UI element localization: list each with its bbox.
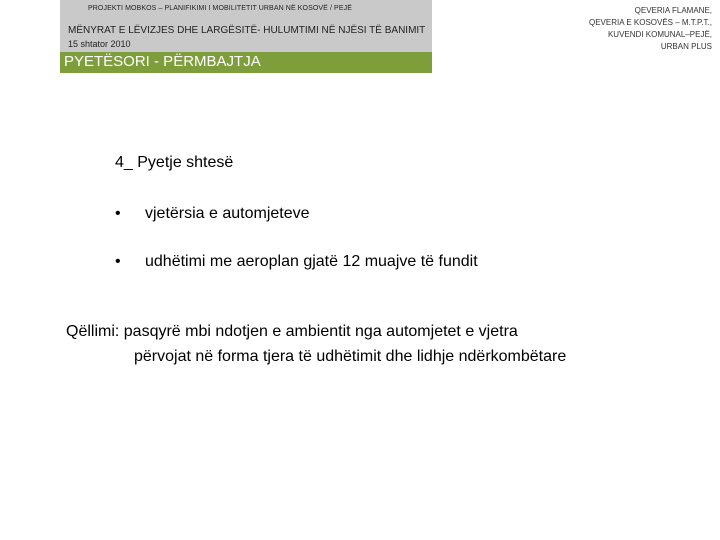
bullet-item <box>115 205 310 223</box>
org-line: KUVENDI KOMUNAL–PEJË, <box>607 30 712 39</box>
project-title: PROJEKTI MOBKOS – PLANIFIKIMI I MOBILITETIT URBAN NË KOSOVË / PEJË <box>88 5 352 12</box>
org-line: QEVERIA FLAMANE, <box>634 6 712 15</box>
org-line: URBAN PLUS <box>660 42 712 51</box>
bullet-text: vjetërsia e automjeteve <box>145 205 310 222</box>
bullet-marker: • <box>115 205 121 222</box>
org-line: QEVERIA E KOSOVËS – M.T.P.T., <box>588 18 712 27</box>
question-title: 4_ Pyetje shtesë <box>115 154 234 171</box>
organizations-block <box>472 5 712 53</box>
bullet-item <box>115 253 478 271</box>
goal-text-line-1: Qëllimi: pasqyrë mbi ndotjen e ambientit nga automjetet e vjetra <box>66 323 518 340</box>
goal-text-line-2: përvojat në forma tjera të udhëtimit dhe lidhje ndërkombëtare <box>134 348 567 365</box>
date-label: 15 shtator 2010 <box>68 39 131 49</box>
survey-subtitle: MËNYRAT E LËVIZJES DHE LARGËSITË- HULUMTIMI NË NJËSI TË BANIMIT <box>68 25 426 36</box>
bullet-marker: • <box>115 253 121 270</box>
bullet-text: udhëtimi me aeroplan gjatë 12 muajve të fundit <box>145 253 478 270</box>
topic-title: PYETËSORI - PËRMBAJTJA <box>64 53 261 70</box>
